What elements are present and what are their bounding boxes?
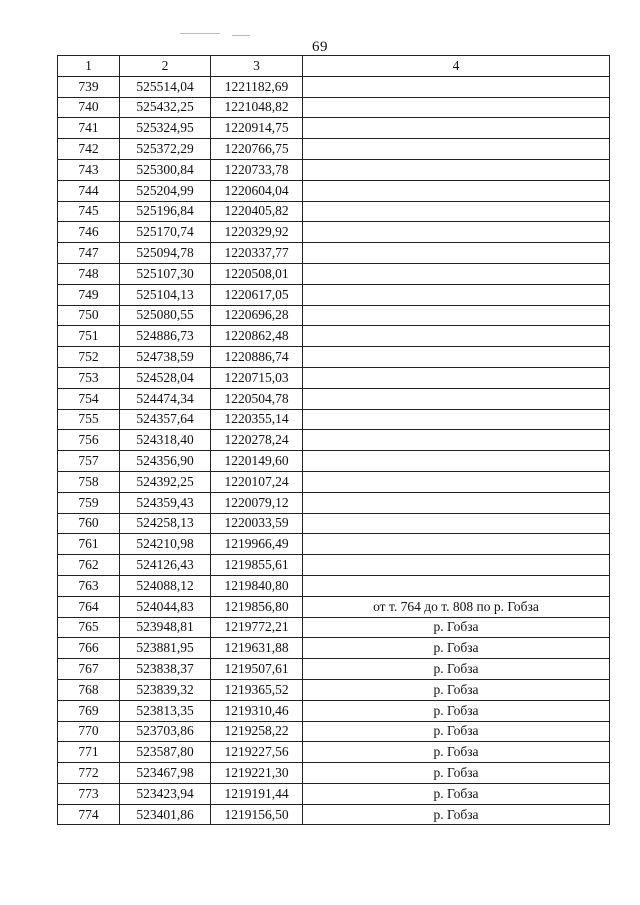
column-header-y-coordinate: 3 xyxy=(211,56,303,77)
y-coordinate-cell: 1220617,05 xyxy=(211,284,303,305)
point-number-cell: 752 xyxy=(58,347,120,368)
x-coordinate-cell: 524356,90 xyxy=(120,451,211,472)
table-row xyxy=(58,638,610,659)
x-coordinate-cell: 524738,59 xyxy=(120,347,211,368)
table-row xyxy=(58,513,610,534)
scan-artifact xyxy=(180,33,220,34)
point-number-cell: 771 xyxy=(58,742,120,763)
y-coordinate-cell: 1220355,14 xyxy=(211,409,303,430)
table-row xyxy=(58,596,610,617)
table-row xyxy=(58,679,610,700)
point-number-cell: 762 xyxy=(58,555,120,576)
point-number-cell: 755 xyxy=(58,409,120,430)
table-row xyxy=(58,118,610,139)
table-row xyxy=(58,159,610,180)
description-cell xyxy=(303,367,610,388)
point-number-cell: 742 xyxy=(58,139,120,160)
table-row xyxy=(58,451,610,472)
table-row xyxy=(58,492,610,513)
point-number-cell: 740 xyxy=(58,97,120,118)
x-coordinate-cell: 525372,29 xyxy=(120,139,211,160)
x-coordinate-cell: 523948,81 xyxy=(120,617,211,638)
point-number-cell: 772 xyxy=(58,763,120,784)
table-row xyxy=(58,263,610,284)
y-coordinate-cell: 1220862,48 xyxy=(211,326,303,347)
table-row xyxy=(58,430,610,451)
description-cell: р. Гобза xyxy=(303,742,610,763)
x-coordinate-cell: 523839,32 xyxy=(120,679,211,700)
y-coordinate-cell: 1220337,77 xyxy=(211,243,303,264)
x-coordinate-cell: 523423,94 xyxy=(120,783,211,804)
y-coordinate-cell: 1221182,69 xyxy=(211,76,303,97)
x-coordinate-cell: 523881,95 xyxy=(120,638,211,659)
point-number-cell: 753 xyxy=(58,367,120,388)
x-coordinate-cell: 524886,73 xyxy=(120,326,211,347)
description-cell xyxy=(303,430,610,451)
description-cell: р. Гобза xyxy=(303,783,610,804)
table-row xyxy=(58,471,610,492)
description-cell xyxy=(303,555,610,576)
table-row xyxy=(58,326,610,347)
description-cell: р. Гобза xyxy=(303,638,610,659)
point-number-cell: 758 xyxy=(58,471,120,492)
point-number-cell: 773 xyxy=(58,783,120,804)
table-row xyxy=(58,284,610,305)
y-coordinate-cell: 1220278,24 xyxy=(211,430,303,451)
table-row xyxy=(58,243,610,264)
column-header-point-number: 1 xyxy=(58,56,120,77)
description-cell xyxy=(303,243,610,264)
point-number-cell: 750 xyxy=(58,305,120,326)
x-coordinate-cell: 525094,78 xyxy=(120,243,211,264)
x-coordinate-cell: 525104,13 xyxy=(120,284,211,305)
table-row xyxy=(58,388,610,409)
description-cell xyxy=(303,263,610,284)
y-coordinate-cell: 1219310,46 xyxy=(211,700,303,721)
point-number-cell: 769 xyxy=(58,700,120,721)
point-number-cell: 763 xyxy=(58,575,120,596)
table-body xyxy=(58,76,610,825)
x-coordinate-cell: 524258,13 xyxy=(120,513,211,534)
y-coordinate-cell: 1220766,75 xyxy=(211,139,303,160)
description-cell xyxy=(303,222,610,243)
y-coordinate-cell: 1220033,59 xyxy=(211,513,303,534)
description-cell xyxy=(303,471,610,492)
description-cell: р. Гобза xyxy=(303,700,610,721)
x-coordinate-cell: 524359,43 xyxy=(120,492,211,513)
table-row xyxy=(58,222,610,243)
description-cell xyxy=(303,492,610,513)
y-coordinate-cell: 1220149,60 xyxy=(211,451,303,472)
x-coordinate-cell: 523703,86 xyxy=(120,721,211,742)
column-header-x-coordinate: 2 xyxy=(120,56,211,77)
x-coordinate-cell: 525204,99 xyxy=(120,180,211,201)
description-cell xyxy=(303,326,610,347)
x-coordinate-cell: 524126,43 xyxy=(120,555,211,576)
y-coordinate-cell: 1220696,28 xyxy=(211,305,303,326)
y-coordinate-cell: 1220733,78 xyxy=(211,159,303,180)
y-coordinate-cell: 1219856,80 xyxy=(211,596,303,617)
x-coordinate-cell: 523587,80 xyxy=(120,742,211,763)
x-coordinate-cell: 524392,25 xyxy=(120,471,211,492)
x-coordinate-cell: 525432,25 xyxy=(120,97,211,118)
y-coordinate-cell: 1220079,12 xyxy=(211,492,303,513)
table-row xyxy=(58,763,610,784)
description-cell xyxy=(303,388,610,409)
point-number-cell: 760 xyxy=(58,513,120,534)
description-cell: от т. 764 до т. 808 по р. Гобза xyxy=(303,596,610,617)
table-header-row xyxy=(58,56,610,77)
y-coordinate-cell: 1220715,03 xyxy=(211,367,303,388)
x-coordinate-cell: 525196,84 xyxy=(120,201,211,222)
description-cell xyxy=(303,575,610,596)
x-coordinate-cell: 523813,35 xyxy=(120,700,211,721)
y-coordinate-cell: 1220329,92 xyxy=(211,222,303,243)
y-coordinate-cell: 1219156,50 xyxy=(211,804,303,825)
x-coordinate-cell: 525170,74 xyxy=(120,222,211,243)
point-number-cell: 751 xyxy=(58,326,120,347)
description-cell: р. Гобза xyxy=(303,804,610,825)
description-cell xyxy=(303,139,610,160)
y-coordinate-cell: 1219772,21 xyxy=(211,617,303,638)
x-coordinate-cell: 524210,98 xyxy=(120,534,211,555)
point-number-cell: 770 xyxy=(58,721,120,742)
y-coordinate-cell: 1219631,88 xyxy=(211,638,303,659)
table-row xyxy=(58,575,610,596)
description-cell xyxy=(303,76,610,97)
point-number-cell: 774 xyxy=(58,804,120,825)
x-coordinate-cell: 523467,98 xyxy=(120,763,211,784)
page-number: 69 xyxy=(312,39,328,55)
point-number-cell: 747 xyxy=(58,243,120,264)
table-row xyxy=(58,76,610,97)
description-cell xyxy=(303,451,610,472)
x-coordinate-cell: 524474,34 xyxy=(120,388,211,409)
table-row xyxy=(58,180,610,201)
y-coordinate-cell: 1220405,82 xyxy=(211,201,303,222)
x-coordinate-cell: 525514,04 xyxy=(120,76,211,97)
description-cell xyxy=(303,118,610,139)
point-number-cell: 767 xyxy=(58,659,120,680)
y-coordinate-cell: 1219191,44 xyxy=(211,783,303,804)
table-row xyxy=(58,367,610,388)
point-number-cell: 744 xyxy=(58,180,120,201)
x-coordinate-cell: 525324,95 xyxy=(120,118,211,139)
x-coordinate-cell: 525107,30 xyxy=(120,263,211,284)
table-row xyxy=(58,804,610,825)
y-coordinate-cell: 1220886,74 xyxy=(211,347,303,368)
y-coordinate-cell: 1219840,80 xyxy=(211,575,303,596)
x-coordinate-cell: 525080,55 xyxy=(120,305,211,326)
description-cell: р. Гобза xyxy=(303,721,610,742)
description-cell xyxy=(303,347,610,368)
description-cell xyxy=(303,409,610,430)
y-coordinate-cell: 1219227,56 xyxy=(211,742,303,763)
column-header-description: 4 xyxy=(303,56,610,77)
point-number-cell: 765 xyxy=(58,617,120,638)
y-coordinate-cell: 1219258,22 xyxy=(211,721,303,742)
point-number-cell: 746 xyxy=(58,222,120,243)
table-row xyxy=(58,139,610,160)
point-number-cell: 757 xyxy=(58,451,120,472)
x-coordinate-cell: 523838,37 xyxy=(120,659,211,680)
table-row xyxy=(58,721,610,742)
point-number-cell: 764 xyxy=(58,596,120,617)
y-coordinate-cell: 1220914,75 xyxy=(211,118,303,139)
description-cell xyxy=(303,201,610,222)
table-row xyxy=(58,742,610,763)
y-coordinate-cell: 1219221,30 xyxy=(211,763,303,784)
description-cell: р. Гобза xyxy=(303,659,610,680)
description-cell: р. Гобза xyxy=(303,617,610,638)
table-row xyxy=(58,555,610,576)
description-cell xyxy=(303,305,610,326)
table-row xyxy=(58,534,610,555)
y-coordinate-cell: 1219966,49 xyxy=(211,534,303,555)
table-row xyxy=(58,201,610,222)
table-row xyxy=(58,347,610,368)
description-cell xyxy=(303,180,610,201)
y-coordinate-cell: 1219507,61 xyxy=(211,659,303,680)
point-number-cell: 761 xyxy=(58,534,120,555)
description-cell: р. Гобза xyxy=(303,763,610,784)
x-coordinate-cell: 523401,86 xyxy=(120,804,211,825)
x-coordinate-cell: 524528,04 xyxy=(120,367,211,388)
x-coordinate-cell: 524357,64 xyxy=(120,409,211,430)
y-coordinate-cell: 1219365,52 xyxy=(211,679,303,700)
y-coordinate-cell: 1219855,61 xyxy=(211,555,303,576)
coordinates-table xyxy=(57,55,610,825)
description-cell xyxy=(303,513,610,534)
table-row xyxy=(58,783,610,804)
x-coordinate-cell: 524088,12 xyxy=(120,575,211,596)
description-cell xyxy=(303,159,610,180)
y-coordinate-cell: 1221048,82 xyxy=(211,97,303,118)
y-coordinate-cell: 1220508,01 xyxy=(211,263,303,284)
description-cell xyxy=(303,97,610,118)
x-coordinate-cell: 525300,84 xyxy=(120,159,211,180)
point-number-cell: 749 xyxy=(58,284,120,305)
x-coordinate-cell: 524044,83 xyxy=(120,596,211,617)
scan-artifact xyxy=(232,35,250,36)
point-number-cell: 743 xyxy=(58,159,120,180)
table-row xyxy=(58,305,610,326)
point-number-cell: 768 xyxy=(58,679,120,700)
description-cell xyxy=(303,534,610,555)
point-number-cell: 739 xyxy=(58,76,120,97)
point-number-cell: 741 xyxy=(58,118,120,139)
table-row xyxy=(58,409,610,430)
point-number-cell: 754 xyxy=(58,388,120,409)
point-number-cell: 745 xyxy=(58,201,120,222)
y-coordinate-cell: 1220604,04 xyxy=(211,180,303,201)
table-row xyxy=(58,659,610,680)
x-coordinate-cell: 524318,40 xyxy=(120,430,211,451)
table-row xyxy=(58,97,610,118)
point-number-cell: 748 xyxy=(58,263,120,284)
table-row xyxy=(58,700,610,721)
description-cell: р. Гобза xyxy=(303,679,610,700)
y-coordinate-cell: 1220504,78 xyxy=(211,388,303,409)
y-coordinate-cell: 1220107,24 xyxy=(211,471,303,492)
point-number-cell: 756 xyxy=(58,430,120,451)
point-number-cell: 759 xyxy=(58,492,120,513)
description-cell xyxy=(303,284,610,305)
table-row xyxy=(58,617,610,638)
point-number-cell: 766 xyxy=(58,638,120,659)
